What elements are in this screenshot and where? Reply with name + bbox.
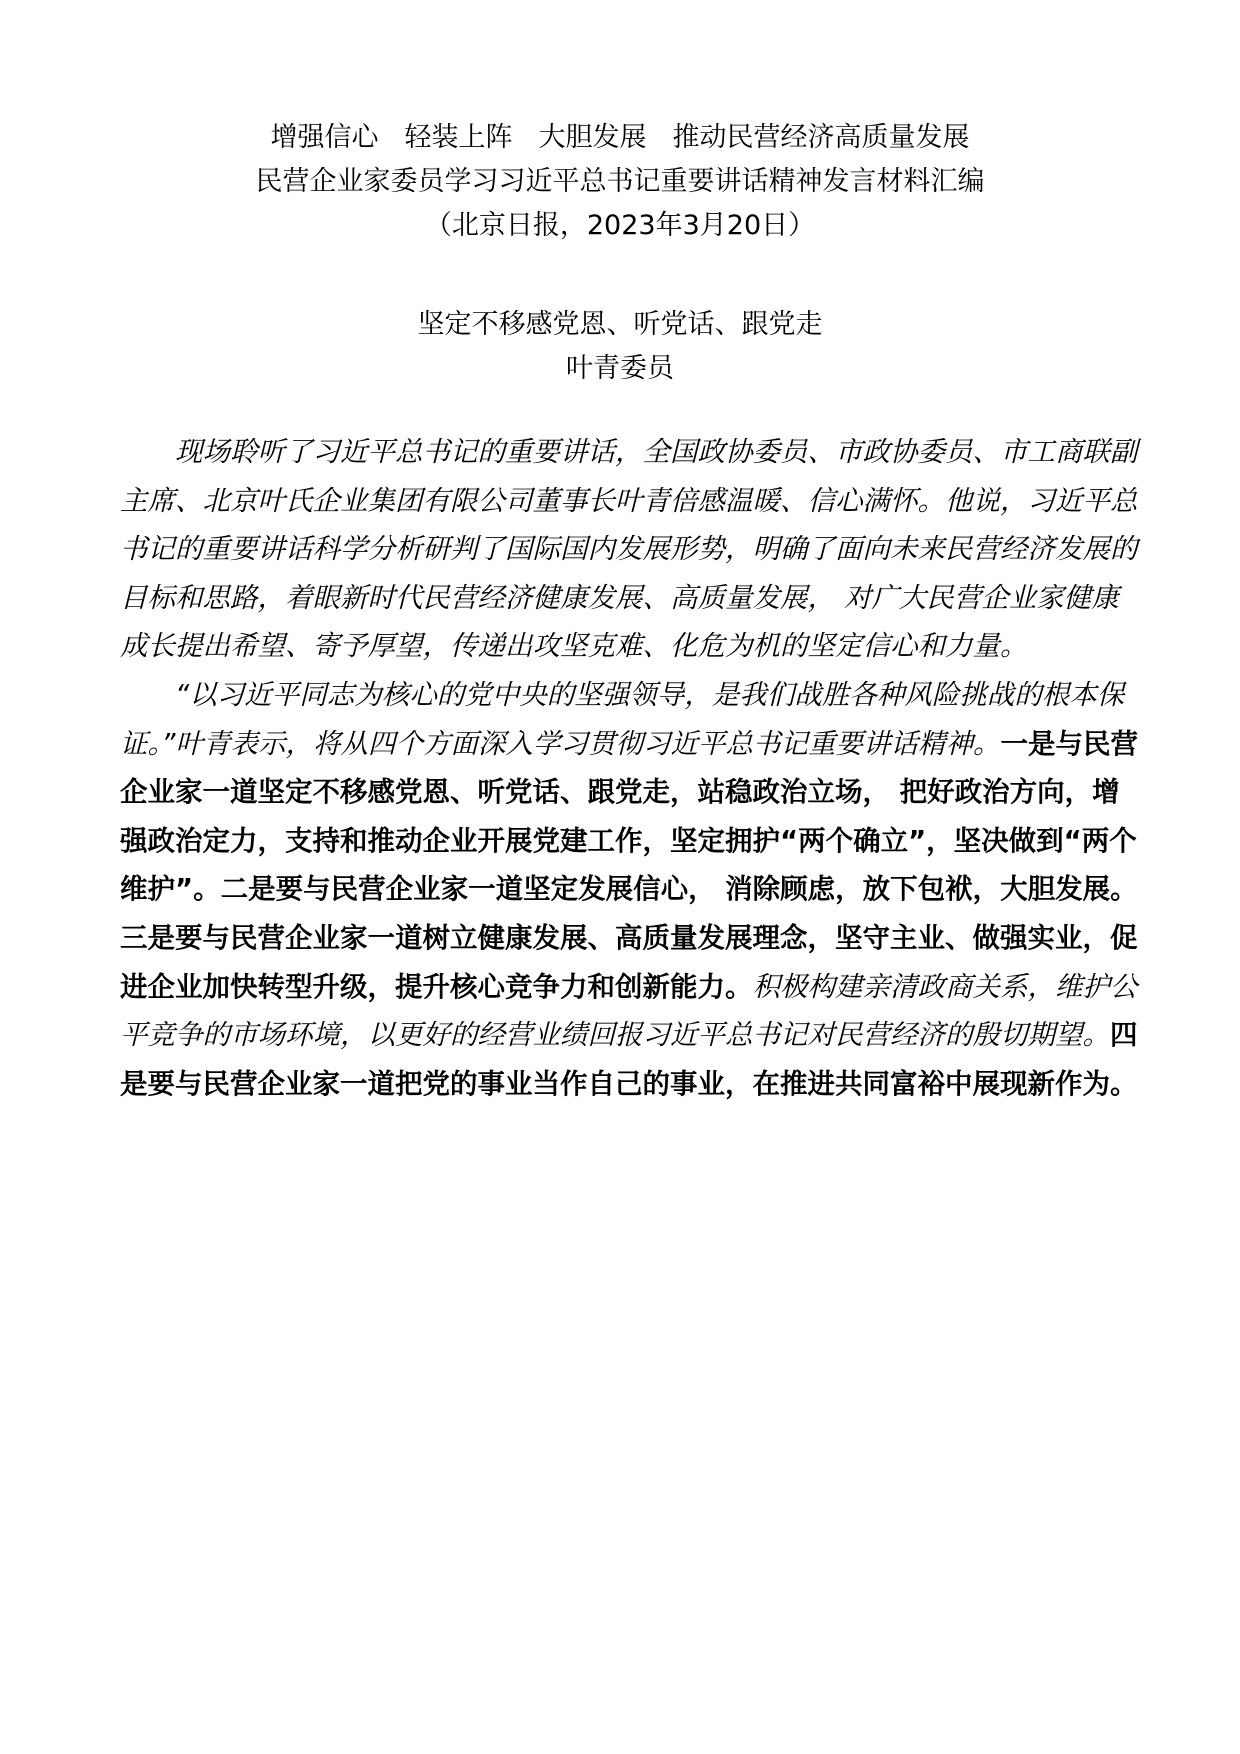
headline-part: 推动民营经济高质量发展 <box>672 122 970 153</box>
document-header <box>0 116 1240 248</box>
key-points: 一是与民营企业家一道坚定不移感党恩、听党话、跟党走，站稳政治立场， 把好政治方向，增强政治定力，支持和推动企业开展党建工作，坚定拥护“两个确立”，坚决做到“两个维护”。二是要与民营企业家一道坚定发展信心， 消除顾虑，放下包袱，大胆发展。三是要与民营企业家一道树立健康发展、高质量发展理念，坚守主业、做强实业，促进企业加快转型升级，提升核心竞争力和创新能力。 <box>120 727 1138 1003</box>
key-point-four: 四是要与民营企业家一道把党的事业当作自己的事业，在推进共同富裕中展现新作为。 <box>120 1019 1138 1100</box>
paragraph-middle: 积极构建亲清政商关系，维护公平竞争的市场环境，以更好的经营业绩回报习近平总书记对民营经济的殷切期望。 <box>120 970 1138 1052</box>
source-line: （北京日报，2023年3月20日） <box>424 210 816 241</box>
headline-part: 增强信心 <box>270 122 379 153</box>
headline-part: 轻装上阵 <box>404 122 513 153</box>
headline <box>0 116 1240 160</box>
paragraph <box>120 671 1140 1108</box>
quote-intro: “以习近平同志为核心的党中央的坚强领导，是我们战胜各种风险挑战的根本保证。”叶青表示，将从四个方面深入学习贯彻习近平总书记重要讲话精神。 <box>120 678 1125 760</box>
section-header <box>0 303 1240 391</box>
paragraph: 现场聆听了习近平总书记的重要讲话，全国政协委员、市政协委员、市工商联副主席、北京叶氏企业集团有限公司董事长叶青倍感温暖、信心满怀。他说，习近平总书记的重要讲话科学分析研判了国际国内发展形势，明确了面向未来民营经济发展的目标和思路，着眼新时代民营经济健康发展、高质量发展， 对广大民营企业家健康成长提出希望、寄予厚望，传递出攻坚克难、化危为机的坚定信心和力量。 <box>120 436 1138 663</box>
author: 叶青委员 <box>566 353 674 384</box>
headline-part: 大胆发展 <box>538 122 647 153</box>
section-title: 坚定不移感党恩、听党话、跟党走 <box>417 309 823 340</box>
collection-title: 民营企业家委员学习习近平总书记重要讲话精神发言材料汇编 <box>255 166 985 197</box>
article-body <box>120 428 1140 1108</box>
